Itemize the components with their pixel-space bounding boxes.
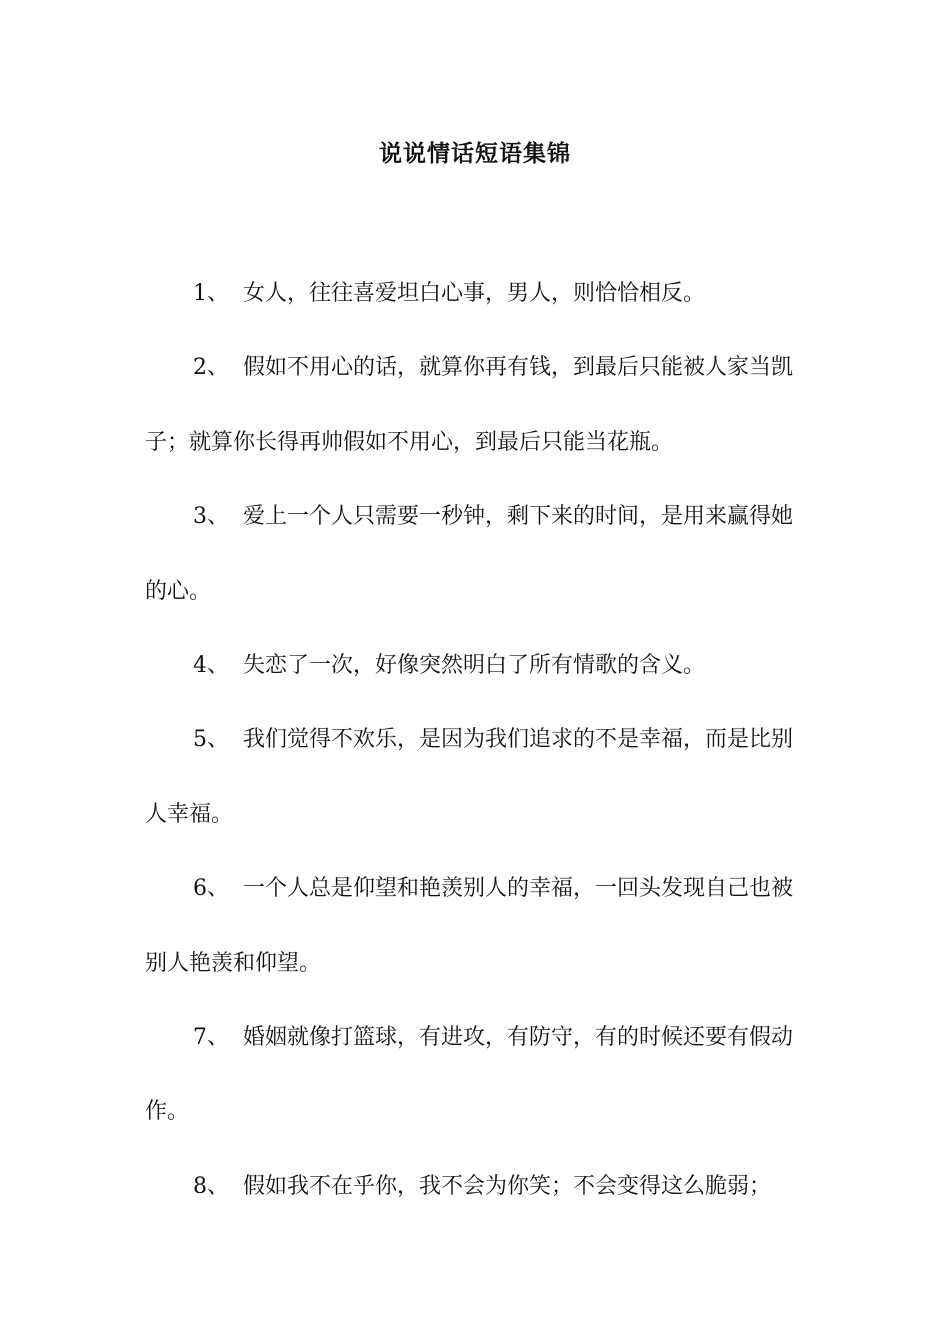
item-number: 6、: [193, 876, 229, 902]
list-item: [145, 1150, 807, 1224]
item-text: 假如不用心的话，就算你再有钱，到最后只能被人家当凯子；就算你长得再帅假如不用心，到最后只能当花瓶。: [145, 355, 794, 455]
list-item: [145, 852, 807, 1001]
item-text: 爱上一个人只需要一秒钟，剩下来的时间，是用来赢得她的心。: [145, 504, 794, 604]
item-number: 3、: [193, 504, 229, 530]
list-item: [145, 480, 807, 629]
document-body: [145, 257, 807, 1224]
item-text: 婚姻就像打篮球，有进攻，有防守，有的时候还要有假动作。: [145, 1025, 794, 1125]
item-number: 5、: [193, 727, 229, 753]
item-number: 7、: [193, 1025, 229, 1051]
document-title: 说说情话短语集锦: [379, 141, 571, 167]
item-number: 2、: [193, 355, 229, 381]
list-item: [145, 257, 807, 331]
list-item: [145, 629, 807, 703]
item-text: 假如我不在乎你，我不会为你笑；不会变得这么脆弱；: [243, 1173, 772, 1199]
item-number: 4、: [193, 653, 229, 679]
list-item: [145, 1001, 807, 1150]
item-text: 我们觉得不欢乐，是因为我们追求的不是幸福，而是比别人幸福。: [145, 727, 794, 827]
item-number: 8、: [193, 1173, 229, 1199]
item-text: 一个人总是仰望和艳羡别人的幸福，一回头发现自己也被别人艳羡和仰望。: [145, 876, 794, 976]
list-item: [145, 703, 807, 852]
item-text: 女人，往往喜爱坦白心事，男人，则恰恰相反。: [243, 281, 706, 306]
item-text: 失恋了一次，好像突然明白了所有情歌的含义。: [243, 653, 706, 679]
item-number: 1、: [193, 281, 229, 306]
list-item: [145, 331, 807, 480]
